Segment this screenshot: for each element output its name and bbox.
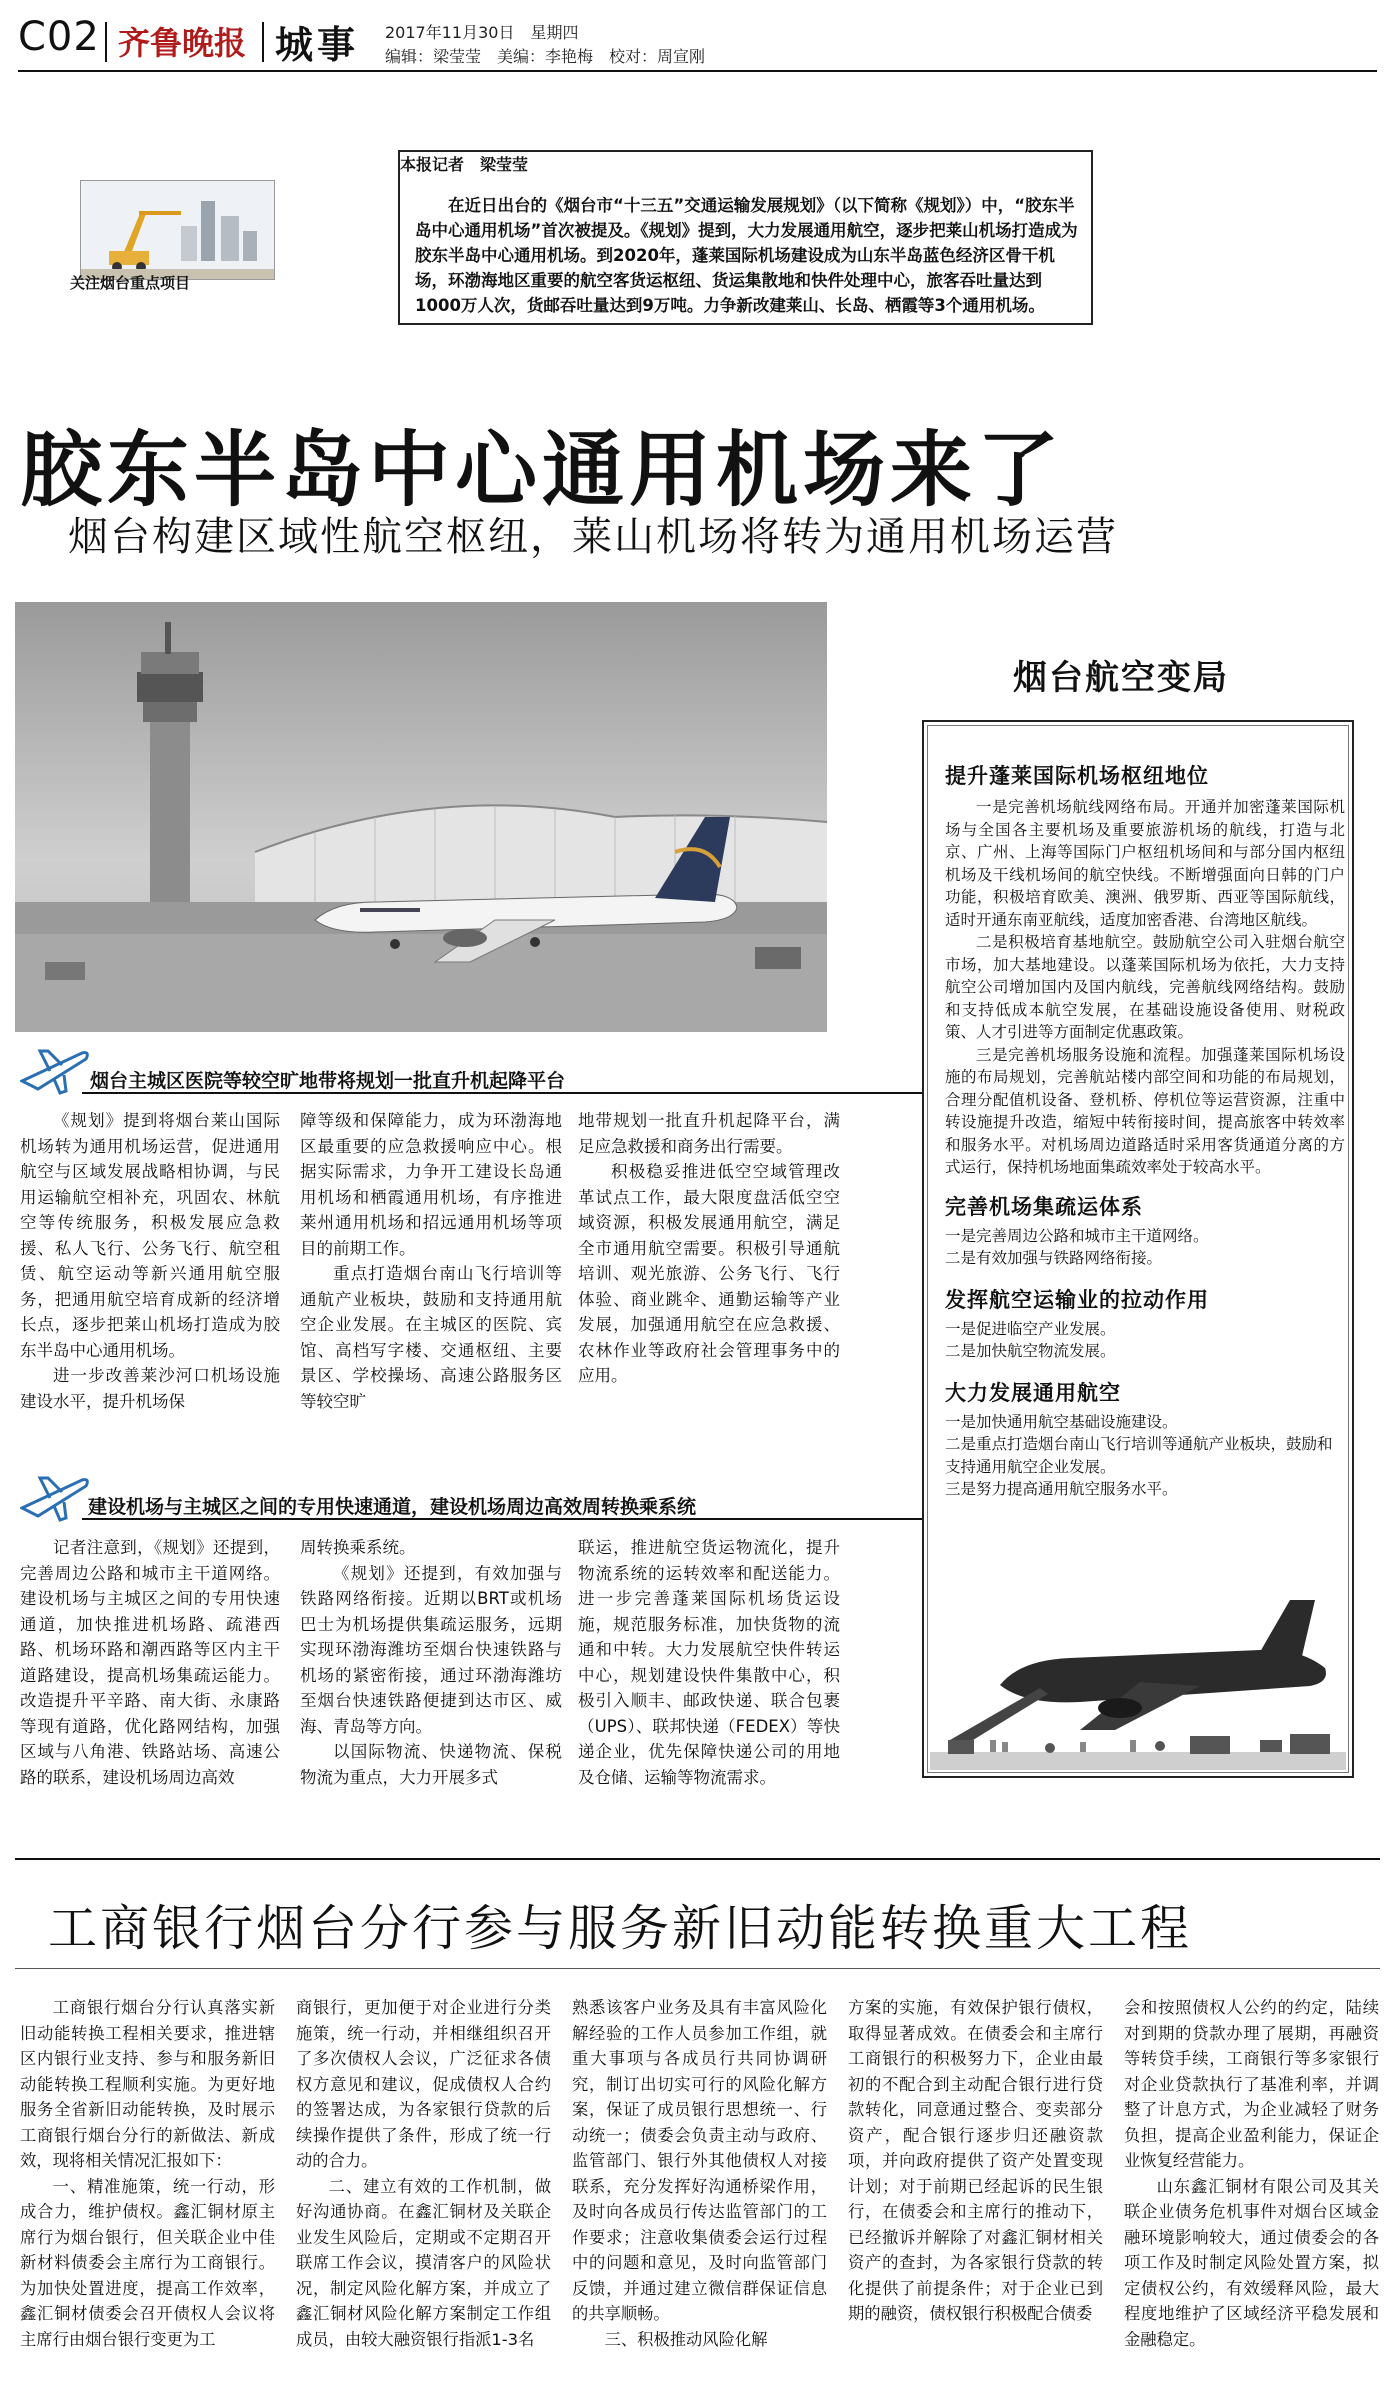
sidebar-line: 一是促进临空产业发展。 [945, 1319, 1116, 1338]
article-paragraph: 三、积极推动风险化解 [604, 2329, 768, 2349]
lead-paragraph: 在近日出台的《烟台市“十三五”交通运输发展规划》（以下简称《规划》）中，“胶东半岛中心通用机场”首次被提及。《规划》提到，大力发展通用航空，逐步把莱山机场打造成为胶东半岛中心通用机场。到2020年，蓬莱国际机场建设成为山东半岛蓝色经济区骨干机场，环渤海地区重要的航空客货运枢纽、货运集散地和快件处理中心，旅客吞吐量达到1000万人次，货邮吞吐量达到9万吨。力争新改建莱山、长岛、栖霞等3个通用机场。 [415, 196, 1078, 315]
sidebar-heading: 完善机场集疏运体系 [945, 1194, 1143, 1219]
section-banner: 烟台主城区医院等较空旷地带将规划一批直升机起降平台 [90, 1070, 566, 1092]
article-paragraph: 地带规划一批直升机起降平台，满足应急救援和商务出行需要。 [578, 1111, 840, 1156]
article-column [572, 1995, 827, 2352]
article-paragraph: 一、精准施策，统一行动，形成合力，维护债权。鑫汇铜材原主席行为烟台银行，但关联企业中佳新材料债委会主席行为工商银行。为加快处置进度，提高工作效率，鑫汇铜材债委会召开债权人会议将主席行由烟台银行变更为工 [20, 2176, 275, 2349]
topic-thumbnail-image [80, 180, 275, 280]
header-rule [18, 70, 1377, 72]
reporter-byline: 本报记者 梁莹莹 [400, 155, 529, 174]
article-divider [15, 1858, 1380, 1860]
bottom-headline: 工商银行烟台分行参与服务新旧动能转换重大工程 [48, 1900, 1193, 1957]
sidebar-heading: 提升蓬莱国际机场枢纽地位 [945, 764, 1209, 788]
plane-icon [20, 1472, 90, 1526]
article-column [848, 1995, 1103, 2327]
article-column [296, 1995, 551, 2352]
airport-photo [15, 602, 827, 1032]
article-paragraph: 工商银行烟台分行认真落实新旧动能转换工程相关要求，推进辖区内银行业支持、参与和服务新旧动能转换工程顺利实施。为更好地服务全省新旧动能转换，及时展示工商银行烟台分行的新做法、新成效，现将相关情况汇报如下： [20, 1998, 275, 2170]
newspaper-logo: 齐鲁晚报 [118, 24, 247, 62]
section-name: 城事 [275, 23, 360, 67]
sidebar-line: 一是完善周边公路和城市主干道网络。 [945, 1226, 1209, 1245]
article-paragraph: 熟悉该客户业务及具有丰富风险化解经验的工作人员参加工作组，就重大事项与各成员行共同协调研究，制订出切实可行的风险化解方案，保证了成员银行思想统一、行动统一；债委会负责主动与政府、监管部门、银行外其他债权人对接联系，充分发挥好沟通桥梁作用，及时向各成员行传达监管部门的工作要求；注意收集债委会运行过程中的问题和意见，及时向监管部门反馈，并通过建立微信群保证信息的共享顺畅。 [572, 1998, 827, 2323]
section-banner: 建设机场与主城区之间的专用快速通道，建设机场周边高效周转换乘系统 [88, 1496, 697, 1518]
article-paragraph: 二、建立有效的工作机制，做好沟通协商。在鑫汇铜材及关联企业发生风险后，定期或不定期召开联席工作会议，摸清客户的风险状况，制定风险化解方案，并成立了鑫汇铜材风险化解方案制定工作组成员，由较大融资银行指派1-3名 [296, 2176, 551, 2349]
article-column [300, 1535, 562, 1790]
article-column [578, 1108, 840, 1389]
plane-icon [20, 1045, 90, 1099]
sidebar-line: 三是努力提高通用航空服务水平。 [945, 1480, 1178, 1498]
sidebar-heading: 大力发展通用航空 [945, 1380, 1121, 1405]
page-number: C02 [18, 14, 100, 60]
sidebar-line: 二是加快航空物流发展。 [945, 1342, 1116, 1360]
article-paragraph: 以国际物流、快递物流、保税物流为重点，大力开展多式 [300, 1742, 562, 1787]
header-divider [262, 22, 264, 62]
article-paragraph: 重点打造烟台南山飞行培训等通航产业板块，鼓励和支持通用航空企业发展。在主城区的医院、宾馆、高档写字楼、交通枢纽、主要景区、学校操场、高速公路服务区等较空旷 [300, 1264, 562, 1411]
sidebar-airplane-illustration [930, 1590, 1346, 1770]
article-paragraph: 方案的实施，有效保护银行债权，取得显著成效。在债委会和主席行工商银行的积极努力下，企业由最初的不配合到主动配合银行进行贷款转化，同意通过整合、变卖部分资产，配合银行逐步归还融资款项，并向政府提供了资产处置变现计划；对于前期已经起诉的民生银行，在债委会和主席行的推动下，已经撤诉并解除了对鑫汇铜材相关资产的查封，为各家银行贷款的转化提供了前提条件；对于企业已到期的融资，债权银行积极配合债委 [848, 1998, 1103, 2323]
article-paragraph: 商银行，更加便于对企业进行分类施策，统一行动，并相继组织召开了多次债权人会议，广泛征求各债权方意见和建议，促成债权人合约的签署达成，为各家银行贷款的后续操作提供了条件，形成了统一行动的合力。 [296, 1998, 551, 2170]
sidebar-content [945, 760, 1345, 1501]
article-column [578, 1535, 840, 1790]
header-divider [105, 22, 107, 62]
sidebar-title: 烟台航空变局 [1013, 658, 1229, 698]
article-paragraph: 会和按照债权人公约的约定，陆续对到期的贷款办理了展期，再融资等转贷手续，工商银行等多家银行对企业贷款执行了基准利率，并调整了计息方式，为企业减轻了财务负担，提高企业盈利能力，保证企业恢复经营能力。 [1124, 1998, 1379, 2170]
sidebar-paragraph: 二是积极培育基地航空。鼓励航空公司入驻烟台航空市场，加大基地建设。以蓬莱国际机场为依托，大力支持航空公司增加国内及国内航线，完善航线网络结构。鼓励和支持低成本航空发展，在基础设施设备使用、财税政策、人才引进等方面制定优惠政策。 [945, 933, 1345, 1041]
article-column [20, 1535, 280, 1790]
topic-caption: 关注烟台重点项目 [70, 274, 191, 292]
article-column [300, 1108, 562, 1414]
main-headline: 胶东半岛中心通用机场来了 [20, 423, 1065, 518]
sidebar-paragraph: 三是完善机场服务设施和流程。加强蓬莱国际机场设施的布局规划，完善航站楼内部空间和功能的布局规划，合理分配值机设备、登机桥、停机位等运营资源，注重中转设施提升改造，缩短中转衔接时间，提高旅客中转效率和服务水平。对机场周边道路适时采用客货通道分离的方式运行，保持机场地面集疏效率处于较高水平。 [945, 1045, 1345, 1176]
issue-date: 2017年11月30日 星期四 [385, 23, 579, 42]
article-paragraph: 联运，推进航空货运物流化，提升物流系统的运转效率和配送能力。进一步完善蓬莱国际机场货运设施，规范服务标准，加快货物的流通和中转。大力发展航空快件转运中心，规划建设快件集散中心，积极引入顺丰、邮政快递、联合包裹（UPS）、联邦快递（FEDEX）等快递企业，优先保障快递公司的用地及仓储、运输等物流需求。 [578, 1538, 840, 1787]
sidebar-line: 一是加快通用航空基础设施建设。 [945, 1412, 1178, 1431]
article-paragraph: 积极稳妥推进低空空域管理改革试点工作，最大限度盘活低空空域资源，积极发展通用航空，满足全市通用航空需要。积极引导通航培训、观光旅游、公务飞行、飞行体验、商业跳伞、通勤运输等产业发展，加强通用航空在应急救援、农林作业等政府社会管理事务中的应用。 [578, 1162, 840, 1385]
article-divider [15, 1968, 1380, 1969]
article-paragraph: 《规划》提到将烟台莱山国际机场转为通用机场运营，促进通用航空与区域发展战略相协调，与民用运输航空相补充，巩固农、林航空等传统服务，积极发展应急救援、私人飞行、公务飞行、航空租赁、航空运动等新兴通用航空服务，把通用航空培育成新的经济增长点，逐步把莱山机场打造成为胶东半岛中心通用机场。 [20, 1111, 280, 1360]
article-paragraph: 周转换乘系统。 [300, 1538, 416, 1557]
article-paragraph: 《规划》还提到，有效加强与铁路网络衔接。近期以BRT或机场巴士为机场提供集疏运服务，远期实现环渤海潍坊至烟台快速铁路与机场的紧密衔接，通过环渤海潍坊至烟台快速铁路便捷到达市区、威海、青岛等方向。 [300, 1563, 562, 1736]
sub-headline: 烟台构建区域性航空枢纽，莱山机场将转为通用机场运营 [68, 514, 1118, 560]
article-paragraph: 山东鑫汇铜材有限公司及其关联企业债务危机事件对烟台区域金融环境影响较大，通过债委会的各项工作及时制定风险处置方案，拟定债权公约，有效缓释风险，最大程度地维护了区域经济平稳发展和金融稳定。 [1124, 2176, 1379, 2349]
article-column [1124, 1995, 1379, 2352]
article-paragraph: 进一步改善莱沙河口机场设施建设水平，提升机场保 [20, 1366, 280, 1411]
article-column [20, 1995, 275, 2352]
sidebar-paragraph: 一是完善机场航线网络布局。开通并加密蓬莱国际机场与全国各主要机场及重要旅游机场的航线，打造与北京、广州、上海等国际门户枢纽机场间和与部分国内枢纽机场及干线机场间的航空快线。不断增强面向日韩的门户功能，积极培育欧美、澳洲、俄罗斯、西亚等国际航线，适时开通东南亚航线，适度加密香港、台湾地区航线。 [945, 798, 1345, 929]
sidebar-line: 二是重点打造烟台南山飞行培训等通航产业板块，鼓励和支持通用航空企业发展。 [945, 1435, 1333, 1476]
editorial-credits: 编辑：梁莹莹 美编：李艳梅 校对：周宣刚 [385, 47, 706, 66]
article-column [20, 1108, 280, 1414]
article-paragraph: 障等级和保障能力，成为环渤海地区最重要的应急救援响应中心。根据实际需求，力争开工建设长岛通用机场和栖霞通用机场，有序推进莱州通用机场和招远通用机场等项目的前期工作。 [300, 1111, 562, 1258]
sidebar-heading: 发挥航空运输业的拉动作用 [945, 1287, 1209, 1312]
sidebar-line: 二是有效加强与铁路网络衔接。 [945, 1249, 1163, 1267]
article-paragraph: 记者注意到，《规划》还提到，完善周边公路和城市主干道网络。建设机场与主城区之间的专用快速通道，加快推进机场路、疏港西路、机场环路和潮西路等区内主干道路建设，提高机场集疏运能力。改造提升平辛路、南大街、永康路等现有道路，优化路网结构，加强区域与八角港、铁路站场、高速公路的联系，建设机场周边高效 [20, 1538, 280, 1787]
